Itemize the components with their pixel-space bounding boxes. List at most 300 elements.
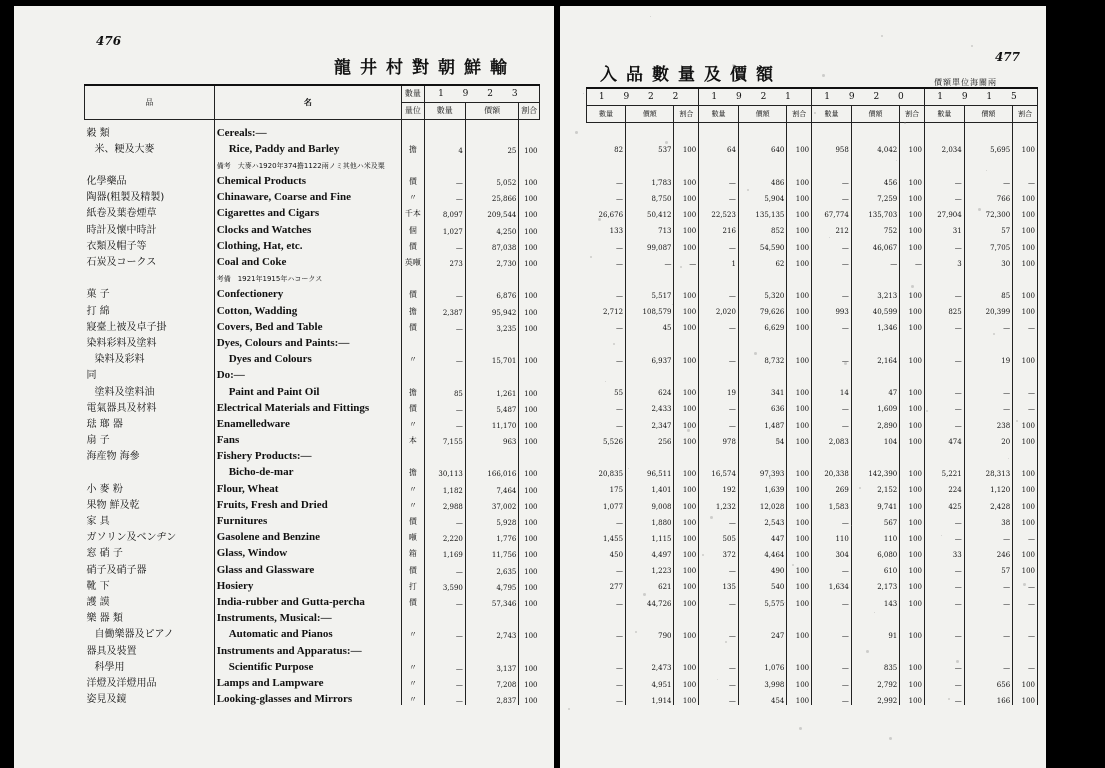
qty-cell: 31 [925, 219, 965, 235]
print-speck [732, 64, 735, 67]
pct-cell [900, 365, 925, 381]
table-row [85, 689, 540, 705]
qty-1923: — [424, 349, 465, 365]
pct-cell: 100 [1013, 300, 1038, 316]
item-name-en: Lamps and Lampware [214, 673, 401, 689]
pct-cell: 100 [900, 397, 925, 413]
pct-cell: 100 [900, 430, 925, 446]
print-speck [598, 218, 601, 221]
qty-1923: — [424, 624, 465, 640]
table-row [85, 365, 540, 381]
qty-cell [925, 365, 965, 381]
item-unit [402, 268, 425, 284]
item-name-jp: 科學用 [85, 657, 215, 673]
item-unit: 箱 [402, 543, 425, 559]
pct-1923: 100 [524, 632, 538, 641]
pct-cell: 100 [1013, 413, 1038, 429]
table-row [85, 543, 540, 559]
value-cell: 1,880 [626, 511, 674, 527]
table-row [85, 155, 540, 171]
value-cell: 766 [964, 187, 1012, 203]
qty-cell: — [925, 397, 965, 413]
pct-cell: 100 [900, 527, 925, 543]
qty-cell [925, 154, 965, 170]
pct-cell: 100 [674, 397, 699, 413]
value-cell: 5,695 [964, 138, 1012, 154]
pct-1923 [519, 640, 540, 656]
value-1923: 11,170 [465, 414, 519, 430]
qty-cell: 1,077 [587, 494, 626, 510]
print-speck [874, 612, 875, 613]
print-speck [784, 602, 785, 603]
qty-cell: — [699, 656, 739, 672]
pct-cell: 100 [1013, 187, 1038, 203]
table-row [85, 657, 540, 673]
value-cell: 835 [851, 656, 899, 672]
header-year-1923: 1 9 2 3 [424, 85, 539, 102]
item-name-en: Hosiery [214, 576, 401, 592]
pct-1923: 100 [524, 324, 538, 333]
value-cell: 6,080 [851, 543, 899, 559]
item-name-en: Scientific Purpose [214, 657, 401, 673]
value-1923: 3,235 [465, 317, 519, 333]
value-cell [738, 608, 786, 624]
item-unit: 價 [402, 398, 425, 414]
pct-cell: 100 [787, 397, 812, 413]
qty-cell: 2,020 [699, 300, 739, 316]
qty-cell: 22,523 [699, 203, 739, 219]
value-cell: 44,726 [626, 591, 674, 607]
qty-cell: — [925, 413, 965, 429]
qty-1923: 3,590 [424, 576, 465, 592]
qty-cell: — [925, 349, 965, 365]
item-unit [402, 608, 425, 624]
qty-cell [925, 640, 965, 656]
header-value: 價額 [626, 105, 674, 122]
item-name-jp: 菓 子 [85, 284, 215, 300]
pct-cell: 100 [900, 413, 925, 429]
pct-cell: 100 [674, 591, 699, 607]
table-row [587, 624, 1038, 640]
print-speck [978, 208, 981, 211]
qty-cell [812, 122, 852, 138]
pct-cell [1013, 640, 1038, 656]
value-1923: 5,052 [465, 171, 519, 187]
value-cell: 1,120 [964, 478, 1012, 494]
item-name-jp: 家 具 [85, 511, 215, 527]
table-row [85, 219, 540, 235]
value-cell: 62 [738, 252, 786, 268]
pct-1923: 100 [524, 260, 538, 268]
table-row [587, 430, 1038, 446]
qty-cell: — [699, 349, 739, 365]
pct-cell: 100 [1013, 235, 1038, 251]
item-name-en: 備考 大麥ハ1920年374擔1122兩ノミ其他ハ米及粟 [214, 155, 401, 171]
pct-cell: 100 [900, 543, 925, 559]
qty-cell: — [812, 656, 852, 672]
print-speck [560, 6, 561, 7]
item-unit: 〃 [402, 478, 425, 494]
item-name-en: Coal and Coke [214, 252, 401, 268]
pct-1923 [519, 608, 540, 624]
value-1923: 5,928 [465, 511, 519, 527]
pct-cell: 100 [674, 430, 699, 446]
qty-cell: 2,712 [587, 300, 626, 316]
value-cell: — [964, 656, 1012, 672]
item-name-jp: 打 綿 [85, 300, 215, 316]
pct-cell [787, 608, 812, 624]
header-qty: 數量 [587, 105, 626, 122]
value-1923: 5,487 [465, 398, 519, 414]
table-row [85, 333, 540, 349]
qty-cell: — [925, 511, 965, 527]
value-cell: 20,399 [964, 300, 1012, 316]
qty-1923: — [424, 511, 465, 527]
qty-cell: 175 [587, 478, 626, 494]
print-speck [926, 410, 928, 412]
pct-1923 [519, 155, 540, 171]
value-cell: 54 [738, 430, 786, 446]
item-name-en: Glass, Window [214, 543, 401, 559]
pct-1923: 100 [524, 146, 538, 155]
qty-1923: — [424, 592, 465, 608]
qty-cell [812, 154, 852, 170]
pct-cell: 100 [900, 575, 925, 591]
value-cell: 108,579 [626, 300, 674, 316]
qty-cell [812, 640, 852, 656]
qty-cell [587, 154, 626, 170]
pct-cell: 100 [787, 316, 812, 332]
value-cell [851, 446, 899, 462]
pct-cell: 100 [900, 316, 925, 332]
item-unit: 擔 [402, 462, 425, 478]
table-row [587, 138, 1038, 154]
item-name-jp: 護 謨 [85, 592, 215, 608]
pct-cell: 100 [674, 300, 699, 316]
table-row [85, 171, 540, 187]
qty-cell: 19 [699, 381, 739, 397]
qty-1923 [424, 155, 465, 171]
pct-cell: 100 [787, 494, 812, 510]
qty-cell: 425 [925, 494, 965, 510]
pct-1923: 100 [524, 664, 538, 673]
value-cell: 20 [964, 430, 1012, 446]
item-name-jp: 窓 硝 子 [85, 543, 215, 559]
item-name-en: Enamelledware [214, 414, 401, 430]
value-cell: 256 [626, 430, 674, 446]
value-cell [626, 640, 674, 656]
pct-cell: 100 [674, 656, 699, 672]
qty-1923 [424, 268, 465, 284]
table-row [85, 527, 540, 543]
print-speck [971, 45, 973, 47]
qty-cell: — [925, 672, 965, 688]
goods-table-left [84, 84, 540, 705]
pct-cell [674, 446, 699, 462]
value-cell [738, 446, 786, 462]
print-speck [725, 641, 727, 643]
value-cell [851, 332, 899, 348]
qty-1923 [424, 365, 465, 381]
value-cell: 1,401 [626, 478, 674, 494]
qty-1923 [424, 640, 465, 656]
pct-1923: 100 [524, 357, 538, 366]
value-cell [851, 640, 899, 656]
print-speck [889, 737, 892, 740]
qty-cell [812, 332, 852, 348]
qty-cell [587, 122, 626, 138]
pct-cell: 100 [1013, 478, 1038, 494]
table-row [587, 219, 1038, 235]
pct-cell: 100 [674, 219, 699, 235]
print-speck [866, 650, 869, 653]
value-cell: 636 [738, 397, 786, 413]
pct-cell: 100 [787, 203, 812, 219]
value-1923: 37,002 [465, 495, 519, 511]
value-cell [626, 608, 674, 624]
print-speck [695, 391, 696, 392]
value-1923: 1,776 [465, 527, 519, 543]
pct-1923: 100 [524, 195, 538, 204]
qty-cell: — [812, 235, 852, 251]
print-speck [814, 112, 816, 114]
qty-cell: 993 [812, 300, 852, 316]
qty-cell [699, 154, 739, 170]
right-year-row [587, 88, 1038, 105]
value-cell: — [964, 575, 1012, 591]
print-speck [680, 266, 682, 268]
pct-cell: 100 [787, 575, 812, 591]
qty-cell: — [925, 591, 965, 607]
table-row [587, 672, 1038, 688]
item-name-jp [85, 462, 215, 478]
pct-cell [900, 268, 925, 284]
pct-cell: 100 [1013, 672, 1038, 688]
table-row [587, 316, 1038, 332]
print-speck [613, 343, 615, 345]
table-row [587, 575, 1038, 591]
item-name-en: Instruments, Musical:— [214, 608, 401, 624]
value-cell [626, 446, 674, 462]
value-cell: 2,347 [626, 413, 674, 429]
item-unit: 價 [402, 592, 425, 608]
table-row [587, 397, 1038, 413]
print-speck [665, 141, 668, 144]
print-speck [1016, 420, 1018, 422]
qty-1923: 8,097 [424, 203, 465, 219]
item-name-en: Covers, Bed and Table [214, 317, 401, 333]
value-cell: 2,428 [964, 494, 1012, 510]
pct-cell: 100 [900, 462, 925, 478]
pct-cell: 100 [900, 187, 925, 203]
qty-cell [699, 332, 739, 348]
item-unit: 〃 [402, 624, 425, 640]
item-name-en: Confectionery [214, 284, 401, 300]
table-row [85, 430, 540, 446]
print-speck [575, 131, 578, 134]
value-cell: 752 [851, 219, 899, 235]
qty-cell: 224 [925, 478, 965, 494]
value-cell: 4,951 [626, 672, 674, 688]
item-name-jp: 染料及彩料 [85, 349, 215, 365]
qty-cell [587, 608, 626, 624]
value-cell: — [626, 252, 674, 268]
qty-cell: — [587, 559, 626, 575]
print-speck [792, 564, 794, 566]
qty-cell: 16,574 [699, 462, 739, 478]
value-cell [626, 122, 674, 138]
value-1923: 7,208 [465, 673, 519, 689]
print-speck [620, 506, 623, 509]
pct-cell [1013, 446, 1038, 462]
header-pct: 割合 [900, 105, 925, 122]
pct-cell: 100 [787, 138, 812, 154]
print-speck [657, 179, 659, 181]
qty-1923: 2,387 [424, 300, 465, 316]
header-value: 價額 [465, 102, 519, 119]
item-unit [402, 155, 425, 171]
header-qty: 數量 [699, 105, 739, 122]
header-pct: 割合 [1013, 105, 1038, 122]
value-cell: 8,732 [738, 349, 786, 365]
value-cell: 2,992 [851, 689, 899, 705]
table-row [587, 122, 1038, 138]
qty-1923: — [424, 284, 465, 300]
qty-cell: — [699, 413, 739, 429]
value-cell: 656 [964, 672, 1012, 688]
pct-cell: 100 [787, 171, 812, 187]
pct-cell [787, 640, 812, 656]
header-value: 價額 [738, 105, 786, 122]
pct-1923: 100 [524, 551, 538, 560]
pct-cell: 100 [1013, 543, 1038, 559]
qty-1923: — [424, 414, 465, 430]
qty-cell: — [699, 187, 739, 203]
value-cell [738, 365, 786, 381]
qty-cell: — [925, 235, 965, 251]
print-speck [635, 631, 637, 633]
item-unit: 價 [402, 317, 425, 333]
item-unit: 〃 [402, 689, 425, 705]
value-cell: 45 [626, 316, 674, 332]
qty-cell [812, 365, 852, 381]
qty-cell: — [699, 559, 739, 575]
value-cell [964, 332, 1012, 348]
pct-cell: — [1013, 656, 1038, 672]
value-cell: 624 [626, 381, 674, 397]
header-name: 名 [214, 85, 401, 119]
item-name-jp: 靴 下 [85, 576, 215, 592]
value-1923 [465, 268, 519, 284]
qty-cell: — [699, 511, 739, 527]
pct-cell: 100 [787, 624, 812, 640]
pct-1923: 100 [524, 405, 538, 414]
value-cell: 142,390 [851, 462, 899, 478]
table-row [587, 252, 1038, 268]
pct-1923: 100 [524, 486, 538, 495]
qty-cell: — [925, 316, 965, 332]
pct-cell [787, 446, 812, 462]
print-speck [650, 16, 651, 17]
pct-cell: 100 [900, 381, 925, 397]
qty-cell: — [699, 591, 739, 607]
table-row [587, 171, 1038, 187]
qty-1923: — [424, 657, 465, 673]
unit-note: 價額單位海關兩 [934, 78, 997, 87]
item-name-en: Cigarettes and Cigars [214, 203, 401, 219]
table-row [85, 398, 540, 414]
pct-cell: 100 [674, 171, 699, 187]
table-row [587, 559, 1038, 575]
value-cell: 57 [964, 559, 1012, 575]
value-1923: 2,837 [465, 689, 519, 705]
print-speck [1001, 295, 1004, 298]
pct-cell [900, 640, 925, 656]
header-year-1: 1 9 2 1 [699, 88, 812, 105]
item-name-en: Dyes, Colours and Paints:— [214, 333, 401, 349]
table-row [587, 235, 1038, 251]
qty-1923 [424, 608, 465, 624]
pct-cell: 100 [900, 478, 925, 494]
qty-cell: 505 [699, 527, 739, 543]
pct-cell: 100 [900, 672, 925, 688]
pct-1923: 100 [524, 389, 538, 398]
qty-cell: — [587, 349, 626, 365]
value-cell: — [964, 171, 1012, 187]
item-name-en: Dyes and Colours [214, 349, 401, 365]
value-cell: 567 [851, 511, 899, 527]
qty-cell: — [587, 397, 626, 413]
pct-cell: 100 [787, 656, 812, 672]
pct-cell: 100 [1013, 494, 1038, 510]
pct-cell: 100 [674, 138, 699, 154]
table-row [85, 414, 540, 430]
qty-cell: — [812, 559, 852, 575]
table-row [85, 446, 540, 462]
value-1923 [465, 640, 519, 656]
value-1923 [465, 119, 519, 139]
value-cell: — [851, 252, 899, 268]
qty-cell: — [812, 511, 852, 527]
value-1923: 1,261 [465, 381, 519, 397]
pct-cell [674, 640, 699, 656]
value-cell [851, 365, 899, 381]
pct-cell [1013, 268, 1038, 284]
value-1923: 87,038 [465, 236, 519, 252]
qty-cell: — [699, 397, 739, 413]
pct-1923: 100 [524, 308, 538, 317]
value-cell: 3,213 [851, 284, 899, 300]
value-cell: 28,313 [964, 462, 1012, 478]
value-cell: 1,223 [626, 559, 674, 575]
header-year-3: 1 9 1 5 [925, 88, 1038, 105]
value-cell: 4,497 [626, 543, 674, 559]
qty-cell: — [699, 284, 739, 300]
qty-cell: 82 [587, 138, 626, 154]
value-1923: 6,876 [465, 284, 519, 300]
value-cell: 1,346 [851, 316, 899, 332]
item-name-jp: 電氣器具及材料 [85, 398, 215, 414]
qty-cell: — [587, 624, 626, 640]
item-name-jp: 洋燈及洋燈用品 [85, 673, 215, 689]
value-cell: — [964, 397, 1012, 413]
value-cell: 540 [738, 575, 786, 591]
qty-cell [699, 446, 739, 462]
item-name-jp: 紙卷及葉卷煙草 [85, 203, 215, 219]
pct-cell: 100 [900, 171, 925, 187]
qty-cell: 20,338 [812, 462, 852, 478]
item-unit: 本 [402, 430, 425, 446]
